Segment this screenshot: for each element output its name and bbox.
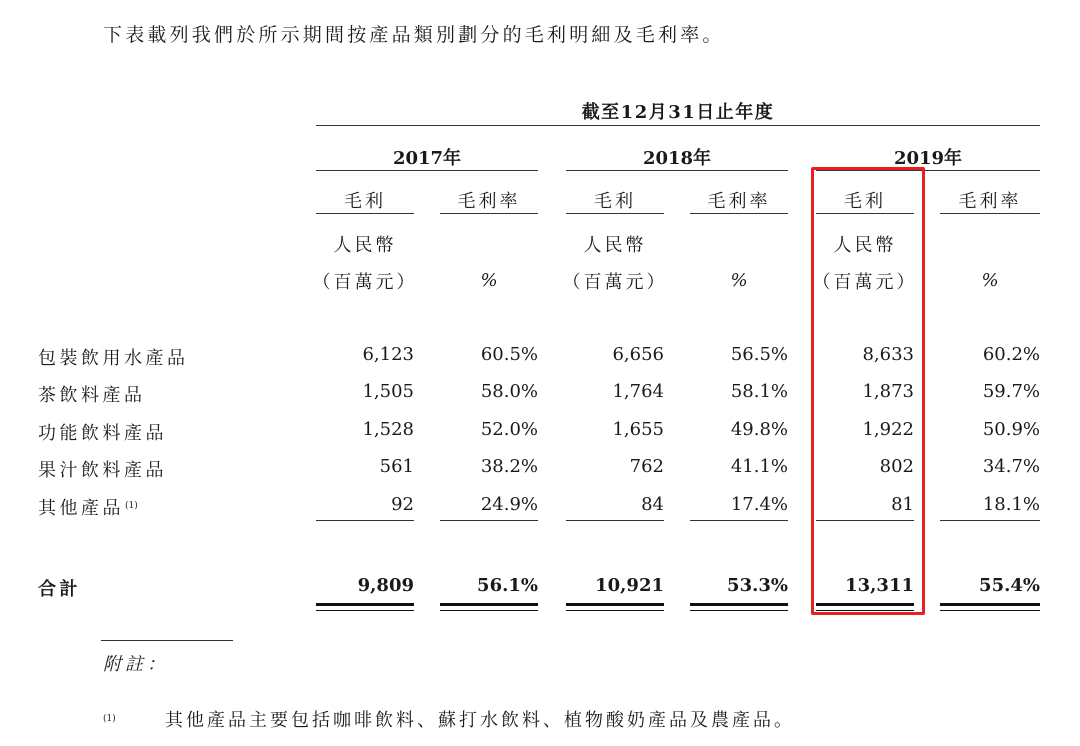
cell: 17.4% (730, 494, 788, 515)
cell: 38.2% (480, 456, 538, 477)
subtotal-rule (566, 520, 664, 521)
year-2017-rule (316, 170, 538, 171)
col-2019-gross-margin: 毛利率 (958, 191, 1022, 212)
cell: 84 (641, 494, 664, 515)
cell: 6,656 (612, 344, 664, 365)
total-double-rule (566, 603, 664, 609)
notes-rule (101, 640, 233, 641)
note-marker: (1) (103, 714, 116, 724)
cell: 1,764 (612, 381, 664, 402)
row-label: 功能飲料產品 (38, 423, 167, 444)
total-cell: 13,311 (845, 575, 914, 596)
col-rule (940, 213, 1040, 214)
total-double-rule (940, 610, 1040, 611)
col-2017-gross-profit: 毛利 (344, 191, 386, 212)
note-text: 其他產品主要包括咖啡飲料、蘇打水飲料、植物酸奶產品及農產品。 (165, 710, 795, 731)
subtotal-rule (690, 520, 788, 521)
col-rule (566, 213, 664, 214)
unit-percent-2019: % (981, 270, 999, 291)
total-double-rule (440, 610, 538, 611)
cell: 60.2% (982, 344, 1040, 365)
total-cell: 56.1% (477, 575, 538, 596)
year-2018-header: 2018年 (642, 148, 712, 169)
unit-scale-2018: （百萬元） (562, 272, 668, 293)
row-label: 果汁飲料產品 (38, 460, 167, 481)
unit-scale-2019: （百萬元） (812, 272, 918, 293)
cell: 1,922 (862, 419, 914, 440)
cell: 49.8% (730, 419, 788, 440)
cell: 1,528 (362, 419, 414, 440)
subtotal-rule (940, 520, 1040, 521)
row-label: 包裝飲用水產品 (38, 348, 189, 369)
row-label-text: 其他產品 (38, 498, 124, 519)
cell: 24.9% (480, 494, 538, 515)
unit-percent-2018: % (730, 270, 748, 291)
cell: 50.9% (982, 419, 1040, 440)
subtotal-rule (440, 520, 538, 521)
cell: 59.7% (982, 381, 1040, 402)
col-2019-gross-profit: 毛利 (844, 191, 886, 212)
total-label: 合計 (38, 579, 81, 600)
cell: 1,873 (862, 381, 914, 402)
subtotal-rule (316, 520, 414, 521)
cell: 18.1% (982, 494, 1040, 515)
total-double-rule (940, 603, 1040, 609)
highlight-box-2019-gross-profit (811, 167, 925, 615)
total-double-rule (690, 610, 788, 611)
unit-currency-2018: 人民幣 (583, 235, 647, 256)
intro-paragraph: 下表載列我們於所示期間按產品類別劃分的毛利明細及毛利率。 (103, 24, 725, 46)
col-2017-gross-margin: 毛利率 (457, 191, 521, 212)
notes-title: 附註： (103, 654, 169, 675)
period-title: 截至12月31日止年度 (581, 102, 775, 123)
cell: 561 (379, 456, 414, 477)
total-double-rule (566, 610, 664, 611)
cell: 762 (629, 456, 664, 477)
total-cell: 10,921 (595, 575, 664, 596)
cell: 6,123 (362, 344, 414, 365)
cell: 58.0% (480, 381, 538, 402)
cell: 52.0% (480, 419, 538, 440)
cell: 60.5% (480, 344, 538, 365)
footnote-marker: (1) (125, 501, 138, 511)
total-double-rule (316, 610, 414, 611)
total-double-rule (690, 603, 788, 609)
unit-percent-2017: % (480, 270, 498, 291)
cell: 56.5% (730, 344, 788, 365)
total-double-rule (440, 603, 538, 609)
year-2018-rule (566, 170, 788, 171)
total-cell: 55.4% (979, 575, 1040, 596)
unit-scale-2017: （百萬元） (312, 272, 418, 293)
cell: 802 (879, 456, 914, 477)
col-rule (316, 213, 414, 214)
cell: 58.1% (730, 381, 788, 402)
col-2018-gross-profit: 毛利 (594, 191, 636, 212)
cell: 1,505 (362, 381, 414, 402)
row-label (38, 494, 138, 520)
year-2017-header: 2017年 (392, 148, 462, 169)
cell: 81 (891, 494, 914, 515)
unit-currency-2019: 人民幣 (833, 235, 897, 256)
col-rule (440, 213, 538, 214)
row-label: 茶飲料產品 (38, 385, 146, 406)
total-double-rule (316, 603, 414, 609)
cell: 1,655 (612, 419, 664, 440)
cell: 92 (391, 494, 414, 515)
total-cell: 9,809 (357, 575, 414, 596)
year-2019-header: 2019年 (893, 148, 963, 169)
col-2018-gross-margin: 毛利率 (707, 191, 771, 212)
unit-currency-2017: 人民幣 (333, 235, 397, 256)
total-cell: 53.3% (727, 575, 788, 596)
col-rule (690, 213, 788, 214)
cell: 34.7% (982, 456, 1040, 477)
cell: 8,633 (862, 344, 914, 365)
cell: 41.1% (730, 456, 788, 477)
period-rule (316, 125, 1040, 126)
